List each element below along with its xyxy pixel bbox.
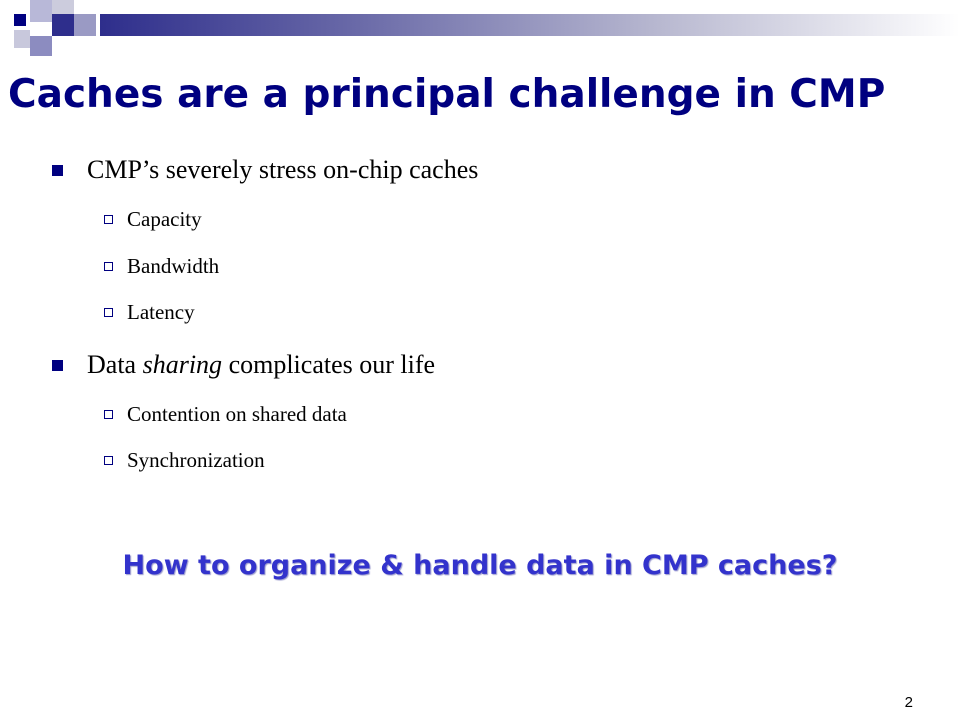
sub-bullet-text: Latency <box>127 300 195 324</box>
header-gradient-bar <box>100 14 960 36</box>
hollow-square-bullet-icon <box>104 308 113 317</box>
key-question: How to organize & handle data in CMP caches? <box>122 550 838 581</box>
bullet-text-part: complicates our life <box>222 350 436 379</box>
sub-bullet-item <box>104 207 202 232</box>
bullet-text: CMP’s severely stress on-chip caches <box>87 155 479 184</box>
decor-square-light <box>74 14 96 36</box>
sub-bullet-item <box>104 402 347 427</box>
decor-square-light <box>30 0 52 22</box>
square-bullet-icon <box>52 165 63 176</box>
hollow-square-bullet-icon <box>104 410 113 419</box>
bullet-text <box>87 350 435 380</box>
decor-square-light <box>52 0 74 14</box>
hollow-square-bullet-icon <box>104 456 113 465</box>
bullet-text-part: Data <box>87 350 143 379</box>
sub-bullet-text: Capacity <box>127 207 202 231</box>
bullet-item <box>52 350 435 380</box>
decor-square-medium <box>30 36 52 56</box>
hollow-square-bullet-icon <box>104 262 113 271</box>
sub-bullet-item <box>104 300 195 325</box>
sub-bullet-item <box>104 254 219 279</box>
decor-square-light <box>14 30 30 48</box>
sub-bullet-text: Bandwidth <box>127 254 220 278</box>
sub-bullet-item <box>104 448 265 473</box>
slide-title: Caches are a principal challenge in CMP <box>8 72 886 117</box>
square-bullet-icon <box>52 360 63 371</box>
page-number: 2 <box>904 694 913 711</box>
bullet-item <box>52 155 478 185</box>
sub-bullet-text: Synchronization <box>127 448 265 472</box>
hollow-square-bullet-icon <box>104 215 113 224</box>
decor-square-dark-small <box>14 14 26 26</box>
decor-square-dark <box>52 14 74 36</box>
header-decoration <box>0 0 960 60</box>
bullet-text-emphasis: sharing <box>142 350 223 379</box>
sub-bullet-text: Contention on shared data <box>127 402 347 426</box>
